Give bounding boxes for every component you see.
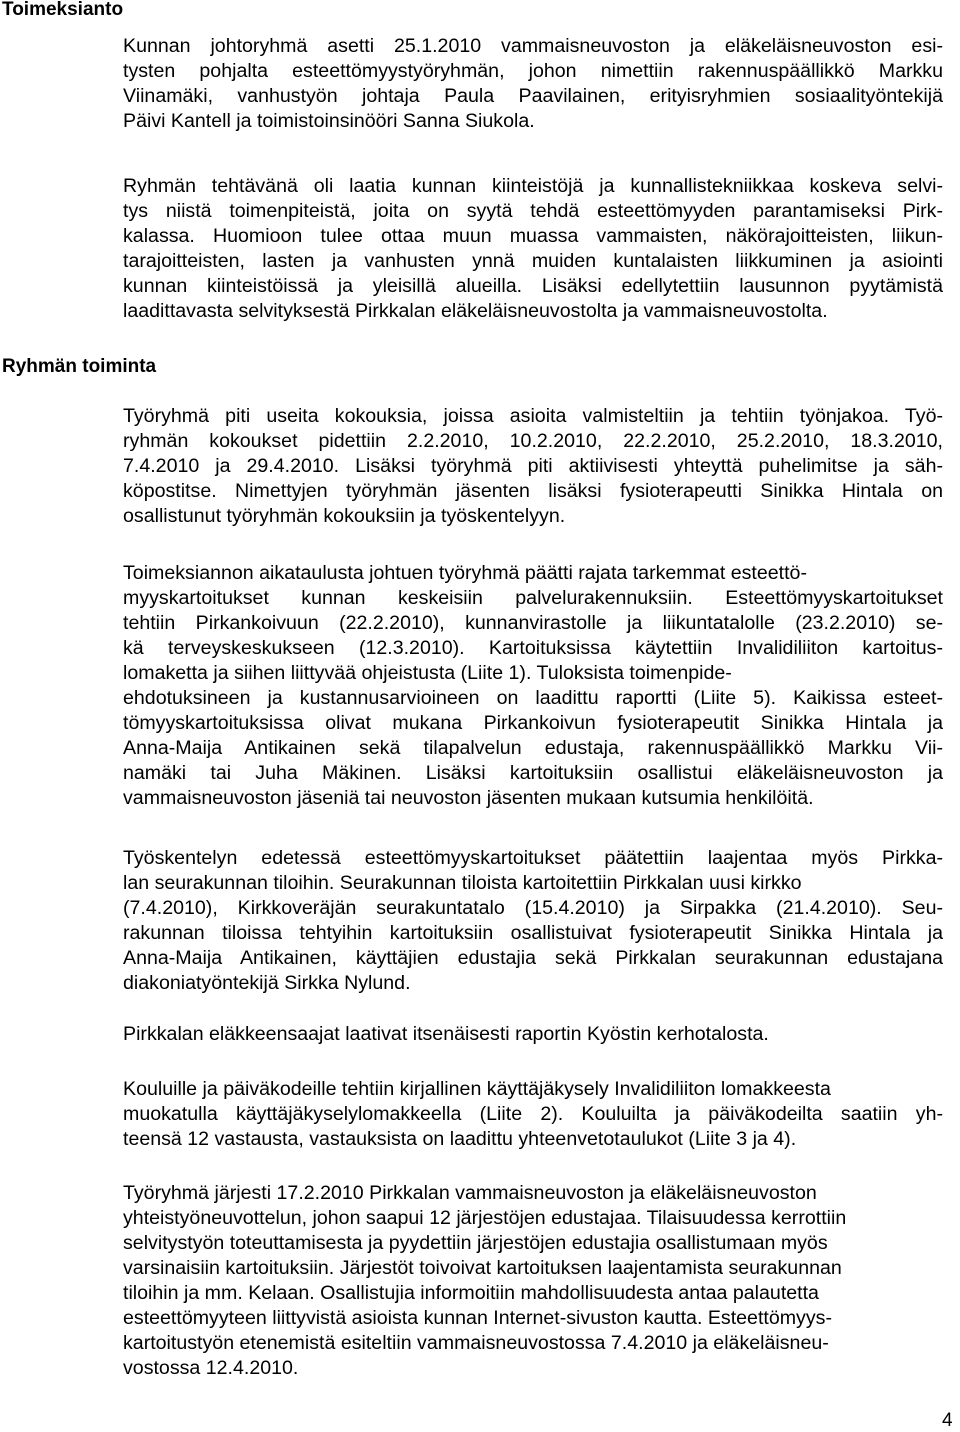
text-line: köpostitse. Nimettyjen työryhmän jäsenten lisäksi fysioterapeutti Sinikka Hintala on (123, 480, 943, 502)
text-line: varsinaisiin kartoituksiin. Järjestöt toivoivat kartoituksen laajentamista seurakunnan (123, 1257, 842, 1279)
paragraph (123, 1022, 769, 1047)
text-line: Viinamäki, vanhustyön johtaja Paula Paavilainen, erityisryhmien sosiaalityöntekijä (123, 85, 943, 107)
paragraph (123, 561, 943, 811)
text-line: tarajoitteisten, lasten ja vanhusten ynnä muiden kuntalaisten liikkuminen ja asiointi (123, 250, 943, 272)
text-line: 7.4.2010 ja 29.4.2010. Lisäksi työryhmä piti aktiivisesti yhteyttä puhelimitse ja säh- (123, 455, 943, 477)
text-line: Työryhmä järjesti 17.2.2010 Pirkkalan vammaisneuvoston ja eläkeläisneuvoston (123, 1182, 817, 1204)
text-line: tömyyskartoituksissa olivat mukana Pirkankoivun fysioterapeutit Sinikka Hintala ja (123, 712, 943, 734)
text-line: ehdotuksineen ja kustannusarvioineen on laadittu raportti (Liite 5). Kaikissa esteet- (123, 687, 943, 709)
text-line: Pirkkalan eläkkeensaajat laativat itsenäisesti raportin Kyöstin kerhotalosta. (123, 1023, 769, 1045)
text-line: lan seurakunnan tiloihin. Seurakunnan tiloista kartoitettiin Pirkkalan uusi kirkko (123, 872, 802, 894)
text-line: rakunnan tiloissa tehtyihin kartoituksiin osallistuivat fysioterapeutit Sinikka Hintala ja (123, 922, 943, 944)
text-line: osallistunut työryhmän kokouksiin ja työskentelyyn. (123, 505, 566, 527)
text-line: laadittavasta selvityksestä Pirkkalan eläkeläisneuvostolta ja vammaisneuvostolta. (123, 300, 828, 322)
paragraph (123, 1181, 846, 1381)
text-line: ryhmän kokoukset pidettiin 2.2.2010, 10.2.2010, 22.2.2010, 25.2.2010, 18.3.2010, (123, 430, 943, 452)
text-line: kartoitustyön etenemistä esiteltiin vammaisneuvostossa 7.4.2010 ja eläkeläisneu- (123, 1332, 829, 1354)
text-line: (7.4.2010), Kirkkoveräjän seurakuntatalo (15.4.2010) ja Sirpakka (21.4.2010). Seu- (123, 897, 943, 919)
text-line: Päivi Kantell ja toimistoinsinööri Sanna Siukola. (123, 110, 535, 132)
paragraph (123, 1077, 943, 1152)
text-line: tys niistä toimenpiteistä, joita on syytä tehdä esteettömyyden parantamiseksi Pirk- (123, 200, 943, 222)
text-line: Anna-Maija Antikainen, käyttäjien edustajia sekä Pirkkalan seurakunnan edustajana (123, 947, 943, 969)
text-line: tysten pohjalta esteettömyystyöryhmän, johon nimettiin rakennuspäällikkö Markku (123, 60, 943, 82)
text-line: Anna-Maija Antikainen sekä tilapalvelun edustaja, rakennuspäällikkö Markku Vii- (123, 737, 943, 759)
text-line: tiloihin ja mm. Kelaan. Osallistujia informoitiin mahdollisuudesta antaa palautetta (123, 1282, 819, 1304)
text-line: vammaisneuvoston jäseniä tai neuvoston jäsenten mukaan kutsumia henkilöitä. (123, 787, 814, 809)
heading-ryhman-toiminta: Ryhmän toiminta (2, 356, 157, 377)
text-line: diakoniatyöntekijä Sirkka Nylund. (123, 972, 411, 994)
text-line: Työskentelyn edetessä esteettömyyskartoitukset päätettiin laajentaa myös Pirkka- (123, 847, 943, 869)
paragraph (123, 404, 943, 529)
text-line: kalassa. Huomioon tulee ottaa muun muassa vammaisten, näkörajoitteisten, liikun- (123, 225, 943, 247)
paragraph (123, 846, 943, 996)
heading-toimeksianto: Toimeksianto (2, 0, 124, 20)
text-line: Työryhmä piti useita kokouksia, joissa asioita valmisteltiin ja tehtiin työnjakoa. Työ- (123, 405, 943, 427)
text-line: Kunnan johtoryhmä asetti 25.1.2010 vammaisneuvoston ja eläkeläisneuvoston esi- (123, 35, 943, 57)
text-line: esteettömyyteen liittyvistä asioista kunnan Internet-sivuston kautta. Esteettömyys- (123, 1307, 832, 1329)
page-number: 4 (942, 1410, 953, 1431)
text-line: Toimeksiannon aikataulusta johtuen työryhmä päätti rajata tarkemmat esteettö- (123, 562, 807, 584)
text-line: kä terveyskeskukseen (12.3.2010). Kartoituksissa käytettiin Invalidiliiton kartoitus- (123, 637, 943, 659)
text-line: lomaketta ja siihen liittyvää ohjeistusta (Liite 1). Tuloksista toimenpide- (123, 662, 732, 684)
text-line: tehtiin Pirkankoivuun (22.2.2010), kunnanvirastolle ja liikuntatalolle (23.2.2010) se- (123, 612, 943, 634)
text-line: namäki tai Juha Mäkinen. Lisäksi kartoituksiin osallistui eläkeläisneuvoston ja (123, 762, 943, 784)
text-line: Ryhmän tehtävänä oli laatia kunnan kiinteistöjä ja kunnallistekniikkaa koskeva selvi- (123, 175, 943, 197)
text-line: selvitystyön toteuttamisesta ja pyydettiin järjestöjen edustajia osallistumaan myös (123, 1232, 828, 1254)
text-line: myyskartoitukset kunnan keskeisiin palvelurakennuksiin. Esteettömyyskartoitukset (123, 587, 943, 609)
text-line: kunnan kiinteistöissä ja yleisillä alueilla. Lisäksi edellytettiin lausunnon pyytämistä (123, 275, 943, 297)
paragraph (123, 174, 943, 324)
text-line: vostossa 12.4.2010. (123, 1357, 299, 1379)
text-line: Kouluille ja päiväkodeille tehtiin kirjallinen käyttäjäkysely Invalidiliiton lomakkeesta (123, 1078, 831, 1100)
text-line: muokatulla käyttäjäkyselylomakkeella (Liite 2). Kouluilta ja päiväkodeilta saatiin yh- (123, 1103, 943, 1125)
paragraph (123, 34, 943, 134)
text-line: yhteistyöneuvottelun, johon saapui 12 järjestöjen edustajaa. Tilaisuudessa kerrottiin (123, 1207, 847, 1229)
text-line: teensä 12 vastausta, vastauksista on laadittu yhteenvetotaulukot (Liite 3 ja 4). (123, 1128, 797, 1150)
